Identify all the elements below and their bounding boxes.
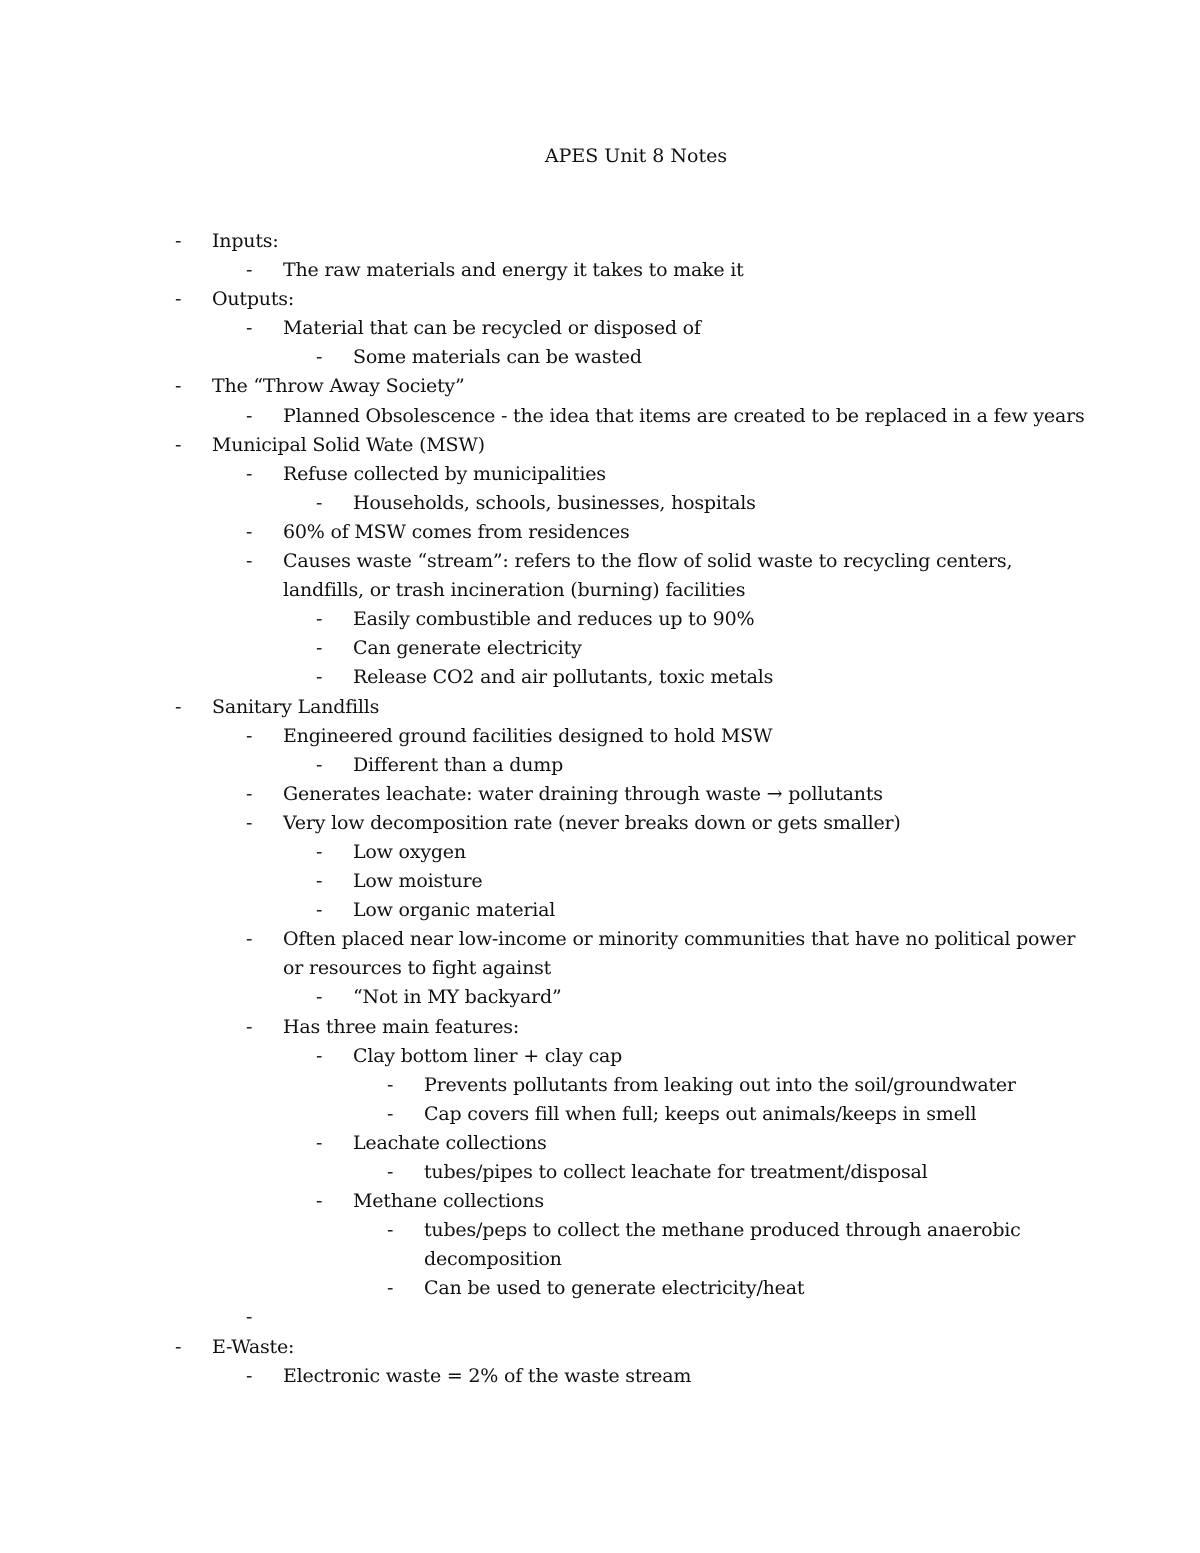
list-item: [0, 780, 1200, 809]
list-item: [0, 663, 1200, 692]
bullet-dash: -: [246, 404, 253, 427]
list-item-text: Outputs:: [212, 288, 295, 311]
list-item-text: Cap covers fill when full; keeps out animals/keeps in smell: [424, 1102, 977, 1125]
bullet-dash: -: [316, 1044, 323, 1067]
bullet-dash: -: [175, 288, 182, 311]
bullet-dash: -: [246, 782, 253, 805]
list-item: [0, 402, 1200, 431]
list-item-text: Low organic material: [353, 899, 556, 922]
list-item-text: Different than a dump: [353, 753, 564, 776]
list-item: [0, 460, 1200, 489]
bullet-dash: -: [316, 986, 323, 1009]
list-item-text: Often placed near low-income or minority communities that have no political power: [283, 928, 1076, 951]
bullet-dash: -: [316, 840, 323, 863]
bullet-dash: -: [387, 1102, 394, 1125]
list-item-text: The “Throw Away Society”: [212, 375, 465, 398]
list-item: [0, 693, 1200, 722]
list-item-text: Release CO2 and air pollutants, toxic metals: [353, 666, 774, 689]
list-item-text: The raw materials and energy it takes to make it: [283, 259, 744, 282]
bullet-dash: -: [246, 317, 253, 340]
list-item-text: Low moisture: [353, 870, 483, 893]
list-item-text: Households, schools, businesses, hospitals: [353, 491, 756, 514]
bullet-dash: -: [246, 1306, 253, 1329]
list-item: [0, 1303, 1200, 1332]
bullet-dash: -: [316, 899, 323, 922]
bullet-dash: -: [316, 666, 323, 689]
bullet-dash: -: [246, 520, 253, 543]
list-item-text: Engineered ground facilities designed to hold MSW: [283, 724, 773, 747]
list-item-text: Planned Obsolescence - the idea that items are created to be replaced in a few years: [283, 404, 1085, 427]
list-item: [0, 1158, 1200, 1187]
bullet-dash: -: [316, 1190, 323, 1213]
list-item-text: Very low decomposition rate (never breaks down or gets smaller): [283, 811, 901, 834]
list-item-text: Methane collections: [353, 1190, 544, 1213]
bullet-dash: -: [316, 491, 323, 514]
bullet-dash: -: [246, 550, 253, 573]
list-item: [0, 1216, 1200, 1245]
list-item: [0, 1187, 1200, 1216]
list-item: [0, 838, 1200, 867]
list-item: [0, 227, 1200, 256]
list-item: [0, 256, 1200, 285]
list-item-text: Sanitary Landfills: [212, 695, 380, 718]
bullet-dash: -: [246, 462, 253, 485]
list-item-text: Material that can be recycled or disposed of: [283, 317, 701, 340]
list-item: [0, 722, 1200, 751]
list-item: [0, 1071, 1200, 1100]
list-item-text: Some materials can be wasted: [353, 346, 642, 369]
bullet-dash: -: [316, 637, 323, 660]
list-item-text: Generates leachate: water draining through waste → pollutants: [283, 782, 883, 805]
list-item-text: Has three main features:: [283, 1015, 520, 1038]
bullet-dash: -: [246, 1015, 253, 1038]
list-item-text: Refuse collected by municipalities: [283, 462, 606, 485]
list-item: [0, 431, 1200, 460]
list-item-text: Can generate electricity: [353, 637, 582, 660]
list-item-text: tubes/pipes to collect leachate for treatment/disposal: [424, 1161, 928, 1183]
list-item: [0, 489, 1200, 518]
list-item: [0, 314, 1200, 343]
list-item-text: “Not in MY backyard”: [353, 986, 562, 1009]
list-item-text: Inputs:: [212, 230, 279, 252]
list-item: [0, 576, 1200, 605]
list-item-text: Easily combustible and reduces up to 90%: [353, 608, 755, 631]
bullet-dash: -: [387, 1219, 394, 1242]
bullet-dash: -: [175, 695, 182, 718]
list-item-text: Causes waste “stream”: refers to the flow of solid waste to recycling centers,: [283, 550, 1013, 573]
list-item-text: landfills, or trash incineration (burning) facilities: [283, 579, 746, 602]
list-item-text: Electronic waste = 2% of the waste stream: [283, 1364, 692, 1387]
bullet-dash: -: [316, 346, 323, 369]
list-item: [0, 867, 1200, 896]
list-item: [0, 1362, 1200, 1391]
list-item: [0, 925, 1200, 954]
bullet-dash: -: [246, 811, 253, 834]
list-item: [0, 372, 1200, 401]
bullet-dash: -: [316, 753, 323, 776]
bullet-dash: -: [175, 230, 182, 252]
list-item-text: Municipal Solid Wate (MSW): [212, 433, 485, 456]
bullet-dash: -: [387, 1073, 394, 1096]
list-item: [0, 751, 1200, 780]
bullet-dash: -: [246, 724, 253, 747]
bullet-dash: -: [246, 259, 253, 282]
bullet-dash: -: [175, 433, 182, 456]
list-item: [0, 1333, 1200, 1362]
bullet-dash: -: [316, 608, 323, 631]
list-item: [0, 1129, 1200, 1158]
bullet-dash: -: [246, 928, 253, 951]
notes-list: [0, 227, 1200, 1391]
bullet-dash: -: [246, 1364, 253, 1387]
document-title: APES Unit 8 Notes: [544, 145, 728, 167]
list-item: [0, 896, 1200, 925]
list-item-text: Clay bottom liner + clay cap: [353, 1044, 623, 1067]
list-item: [0, 1100, 1200, 1129]
bullet-dash: -: [175, 1335, 182, 1358]
list-item: [0, 518, 1200, 547]
list-item: [0, 809, 1200, 838]
list-item-text: Leachate collections: [353, 1131, 547, 1154]
list-item: [0, 605, 1200, 634]
bullet-dash: -: [387, 1161, 394, 1183]
bullet-dash: -: [175, 375, 182, 398]
list-item-text: Prevents pollutants from leaking out into the soil/groundwater: [424, 1073, 1016, 1096]
list-item-text: decomposition: [424, 1248, 562, 1271]
list-item-text: 60% of MSW comes from residences: [283, 520, 630, 543]
list-item-text: tubes/peps to collect the methane produced through anaerobic: [424, 1219, 1021, 1242]
list-item: [0, 1042, 1200, 1071]
list-item: [0, 954, 1200, 983]
list-item: [0, 983, 1200, 1012]
list-item: [0, 1245, 1200, 1274]
list-item: [0, 634, 1200, 663]
list-item: [0, 343, 1200, 372]
list-item-text: E-Waste:: [212, 1335, 295, 1358]
bullet-dash: -: [387, 1277, 394, 1300]
list-item: [0, 285, 1200, 314]
list-item: [0, 547, 1200, 576]
list-item-text: or resources to fight against: [283, 957, 552, 980]
list-item-text: Low oxygen: [353, 840, 466, 863]
list-item-text: Can be used to generate electricity/heat: [424, 1277, 805, 1300]
list-item: [0, 1013, 1200, 1042]
bullet-dash: -: [316, 870, 323, 893]
bullet-dash: -: [316, 1131, 323, 1154]
list-item: [0, 1274, 1200, 1303]
